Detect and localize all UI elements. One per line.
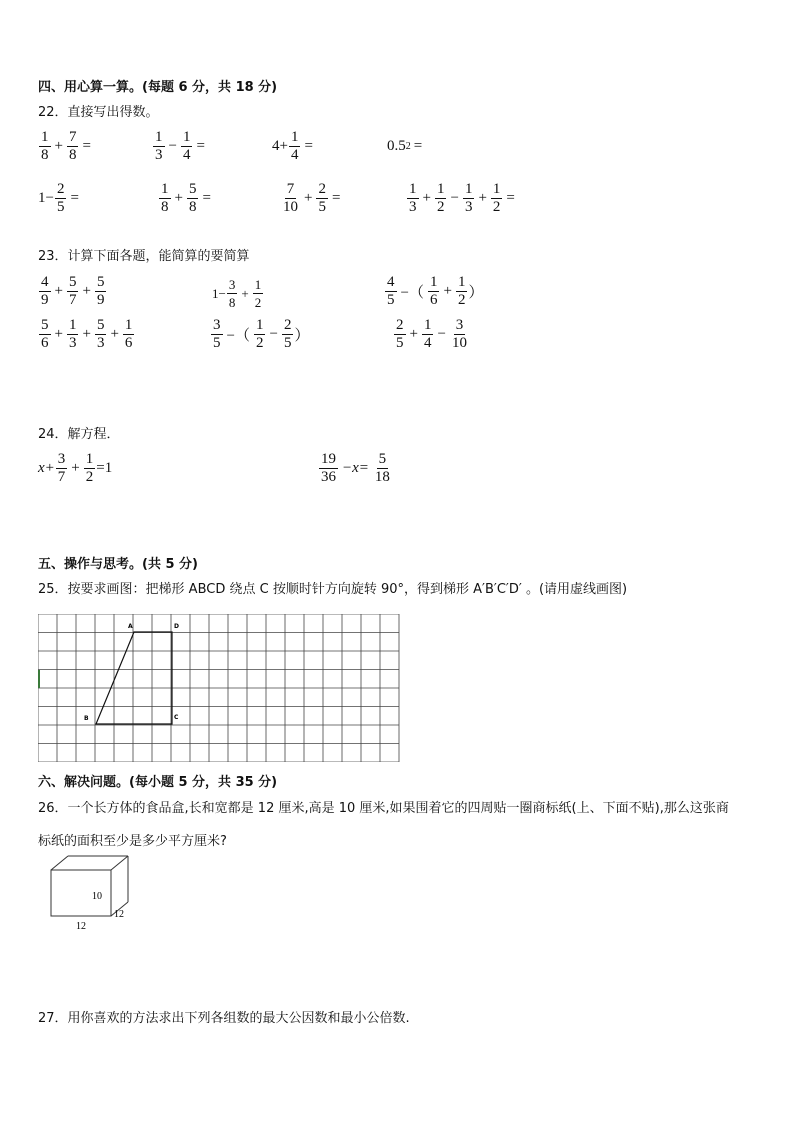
trapezoid-grid xyxy=(38,614,400,766)
label-c: C xyxy=(174,714,179,721)
q23-expr-1: $\frac{4}{9}$ + $\frac{5}{7}$ + $\frac{5}{9}$ xyxy=(41,274,105,308)
section5-heading: 五、操作与思考。(共 5 分) xyxy=(38,557,198,572)
q22-expr-6: $\frac{1}{8}$ + $\frac{5}{8}$ = xyxy=(161,181,211,215)
q24-equation-1: x+ $\frac{3}{7}$ + $\frac{1}{2}$ =1 xyxy=(38,451,113,485)
label-b: B xyxy=(84,715,89,722)
q25-title: 25．按要求画图：把梯形 ABCD 绕点 C 按顺时针方向旋转 90°，得到梯形 A′B′C′D′ 。(请用虚线画图) xyxy=(38,582,628,597)
q22-expr-8: $\frac{1}{3}$ + $\frac{1}{2}$ − $\frac{1}{3}$ + $\frac{1}{2}$ = xyxy=(409,181,515,215)
q23-expr-2: 1− $\frac{3}{8}$ + $\frac{1}{2}$ xyxy=(212,277,262,310)
q26-line2: 标纸的面积至少是多少平方厘米? xyxy=(38,834,227,849)
section4-heading: 四、用心算一算。(每题 6 分，共 18 分) xyxy=(38,80,278,95)
trapezoid-abcd xyxy=(96,632,172,724)
q23-expr-5: $\frac{3}{5}$ −（ $\frac{1}{2}$ − $\frac{2}{5}$ ） xyxy=(213,317,310,351)
q23-expr-4: $\frac{5}{6}$ + $\frac{1}{3}$ + $\frac{5}{3}$ + $\frac{1}{6}$ xyxy=(41,317,133,351)
cuboid-figure xyxy=(46,852,136,938)
q23-expr-6: $\frac{2}{5}$ + $\frac{1}{4}$ − $\frac{3}{10}$ xyxy=(396,317,467,351)
q22-expr-2: $\frac{1}{3}$ − $\frac{1}{4}$ = xyxy=(155,129,205,163)
label-a: A xyxy=(128,623,133,630)
grid-edge-mark xyxy=(38,670,40,688)
grid-svg xyxy=(38,614,400,762)
dim-length: 12 xyxy=(76,921,86,932)
dim-width: 12 xyxy=(114,909,124,920)
q22-title: 22．直接写出得数。 xyxy=(38,105,159,120)
label-d: D xyxy=(174,623,179,630)
q23-expr-3: $\frac{4}{5}$ −（ $\frac{1}{6}$ + $\frac{1}{2}$ ） xyxy=(387,274,484,308)
q24-title: 24．解方程． xyxy=(38,427,120,442)
q22-expr-3: 4+ $\frac{1}{4}$ = xyxy=(272,129,313,163)
cuboid-svg xyxy=(46,852,136,934)
dim-height: 10 xyxy=(92,891,102,902)
q22-expr-4: 0.5 2 = xyxy=(387,138,423,154)
q22-expr-7: $\frac{7}{10}$ + $\frac{2}{5}$ = xyxy=(283,181,341,215)
q23-title: 23．计算下面各题，能简算的要简算 xyxy=(38,249,250,264)
q26-line1: 26．一个长方体的食品盒,长和宽都是 12 厘米,高是 10 厘米,如果围着它的四周贴一圈商标纸(上、下面不贴),那么这张商 xyxy=(38,801,729,816)
q27-title: 27．用你喜欢的方法求出下列各组数的最大公因数和最小公倍数. xyxy=(38,1011,410,1026)
q22-expr-5: 1− $\frac{2}{5}$ = xyxy=(38,181,79,215)
q24-equation-2: $\frac{19}{36}$ −x= $\frac{5}{18}$ xyxy=(321,451,390,485)
section6-heading: 六、解决问题。(每小题 5 分，共 35 分) xyxy=(38,775,278,790)
q22-expr-1: $\frac{1}{8}$ + $\frac{7}{8}$ = xyxy=(41,129,91,163)
